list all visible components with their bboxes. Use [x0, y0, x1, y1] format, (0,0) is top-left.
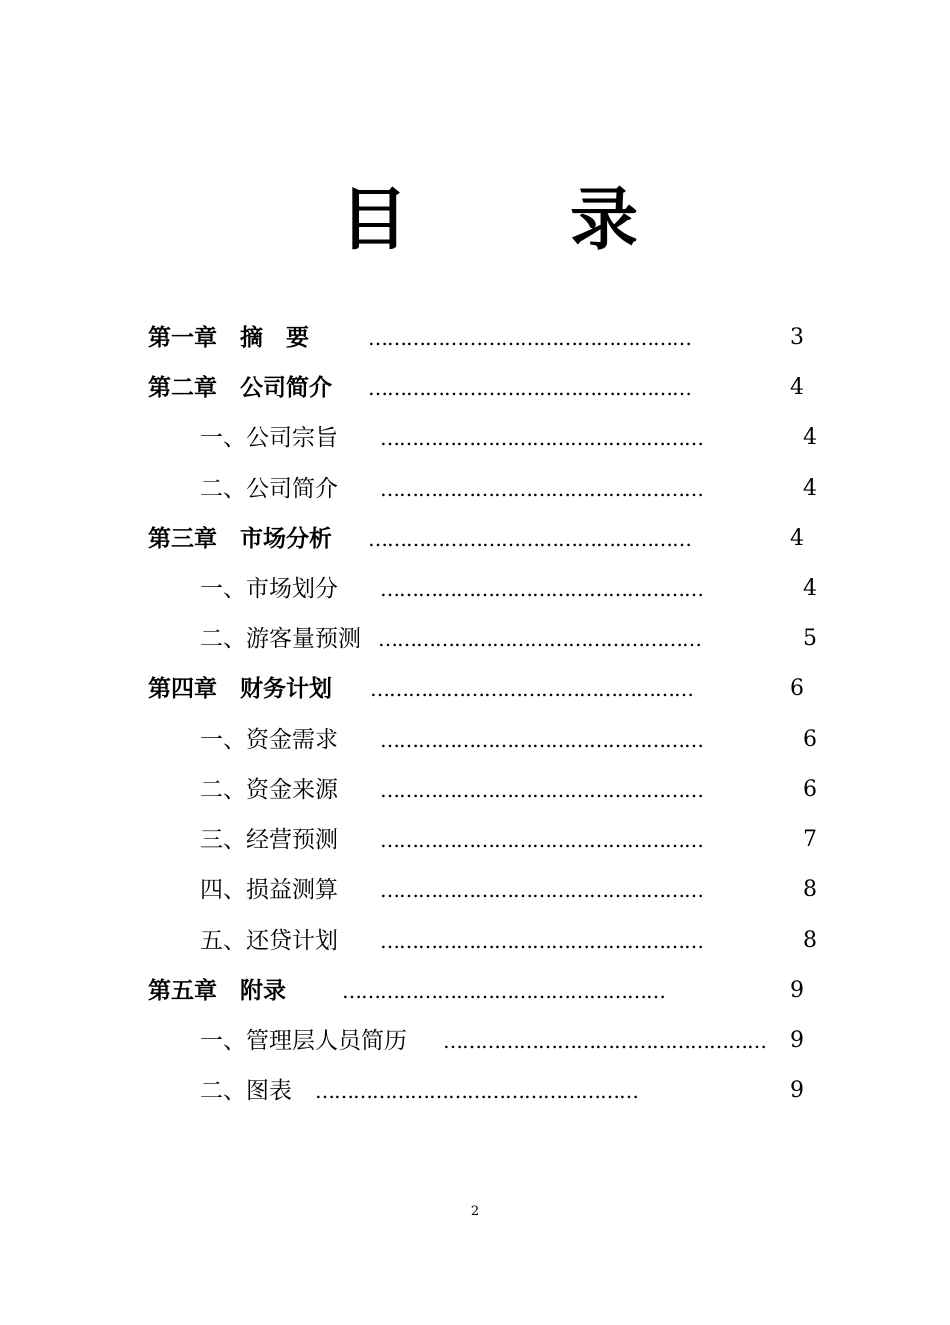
toc-entry-section[interactable]	[200, 1026, 840, 1056]
toc-entry-page: 4	[803, 576, 817, 601]
toc-entry-chapter-1[interactable]	[148, 323, 828, 353]
toc-entry-section[interactable]	[200, 775, 840, 805]
toc-leader: ……………………………………………	[342, 979, 665, 1003]
toc-entry-label: 第一章 摘 要	[148, 324, 309, 351]
toc-entry-page: 5	[803, 626, 817, 651]
toc-entry-page: 8	[803, 877, 817, 902]
toc-entry-page: 4	[803, 425, 817, 450]
toc-entry-label: 二、游客量预测	[200, 626, 361, 652]
toc-entry-label: 第二章 公司简介	[148, 374, 332, 401]
toc-entry-page: 7	[803, 827, 817, 852]
toc-leader: ……………………………………………	[443, 1029, 766, 1053]
toc-title-char-2: 录	[570, 180, 639, 260]
toc-entry-label: 第五章 附录	[148, 977, 286, 1004]
toc-entry-label: 五、还贷计划	[200, 928, 338, 954]
toc-leader: ……………………………………………	[380, 878, 703, 902]
toc-entry-page: 4	[803, 476, 817, 501]
toc-entry-chapter-5[interactable]	[148, 976, 828, 1006]
toc-entry-label: 一、资金需求	[200, 727, 338, 753]
toc-entry-chapter-3[interactable]	[148, 524, 828, 554]
toc-entry-label: 二、资金来源	[200, 777, 338, 803]
toc-entry-page: 6	[803, 727, 817, 752]
toc-entry-section[interactable]	[200, 825, 840, 855]
toc-leader: ……………………………………………	[368, 376, 691, 400]
toc-entry-section[interactable]	[200, 624, 840, 654]
toc-entry-section[interactable]	[200, 574, 840, 604]
toc-leader: ……………………………………………	[380, 426, 703, 450]
toc-entry-page: 4	[790, 375, 804, 400]
toc-leader: ……………………………………………	[370, 677, 693, 701]
toc-entry-chapter-4[interactable]	[148, 674, 828, 704]
toc-entry-page: 9	[790, 978, 804, 1003]
toc-entry-page: 6	[790, 676, 804, 701]
toc-entry-label: 第四章 财务计划	[148, 675, 332, 702]
toc-entry-page: 9	[790, 1078, 804, 1103]
toc-entry-section[interactable]	[200, 1076, 840, 1106]
toc-entry-section[interactable]	[200, 474, 840, 504]
toc-entry-label: 一、公司宗旨	[200, 425, 338, 451]
toc-entry-label: 一、管理层人员简历	[200, 1028, 407, 1054]
toc-entry-label: 四、损益测算	[200, 877, 338, 903]
toc-entry-section[interactable]	[200, 725, 840, 755]
toc-entry-section[interactable]	[200, 875, 840, 905]
toc-entry-chapter-2[interactable]	[148, 373, 828, 403]
toc-leader: ……………………………………………	[380, 728, 703, 752]
toc-entry-page: 8	[803, 928, 817, 953]
footer-page-number: 2	[470, 1204, 480, 1219]
toc-entry-label: 一、市场划分	[200, 576, 338, 602]
toc-entry-page: 3	[790, 325, 804, 350]
toc-leader: ……………………………………………	[380, 828, 703, 852]
toc-title-char-1: 目	[340, 180, 409, 260]
toc-leader: ……………………………………………	[380, 929, 703, 953]
toc-entry-page: 4	[790, 526, 804, 551]
toc-leader: ……………………………………………	[380, 477, 703, 501]
toc-entry-page: 6	[803, 777, 817, 802]
toc-leader: ……………………………………………	[378, 627, 701, 651]
toc-leader: ……………………………………………	[315, 1079, 638, 1103]
toc-entry-label: 二、图表	[200, 1078, 292, 1104]
toc-entry-label: 二、公司简介	[200, 476, 338, 502]
toc-entry-label: 三、经营预测	[200, 827, 338, 853]
toc-entry-section[interactable]	[200, 423, 840, 453]
toc-leader: ……………………………………………	[380, 577, 703, 601]
toc-title	[0, 180, 950, 260]
toc-entry-section[interactable]	[200, 926, 840, 956]
toc-leader: ……………………………………………	[368, 527, 691, 551]
toc-leader: ……………………………………………	[368, 326, 691, 350]
toc-leader: ……………………………………………	[380, 778, 703, 802]
toc-entry-page: 9	[790, 1028, 804, 1053]
toc-entry-label: 第三章 市场分析	[148, 525, 332, 552]
